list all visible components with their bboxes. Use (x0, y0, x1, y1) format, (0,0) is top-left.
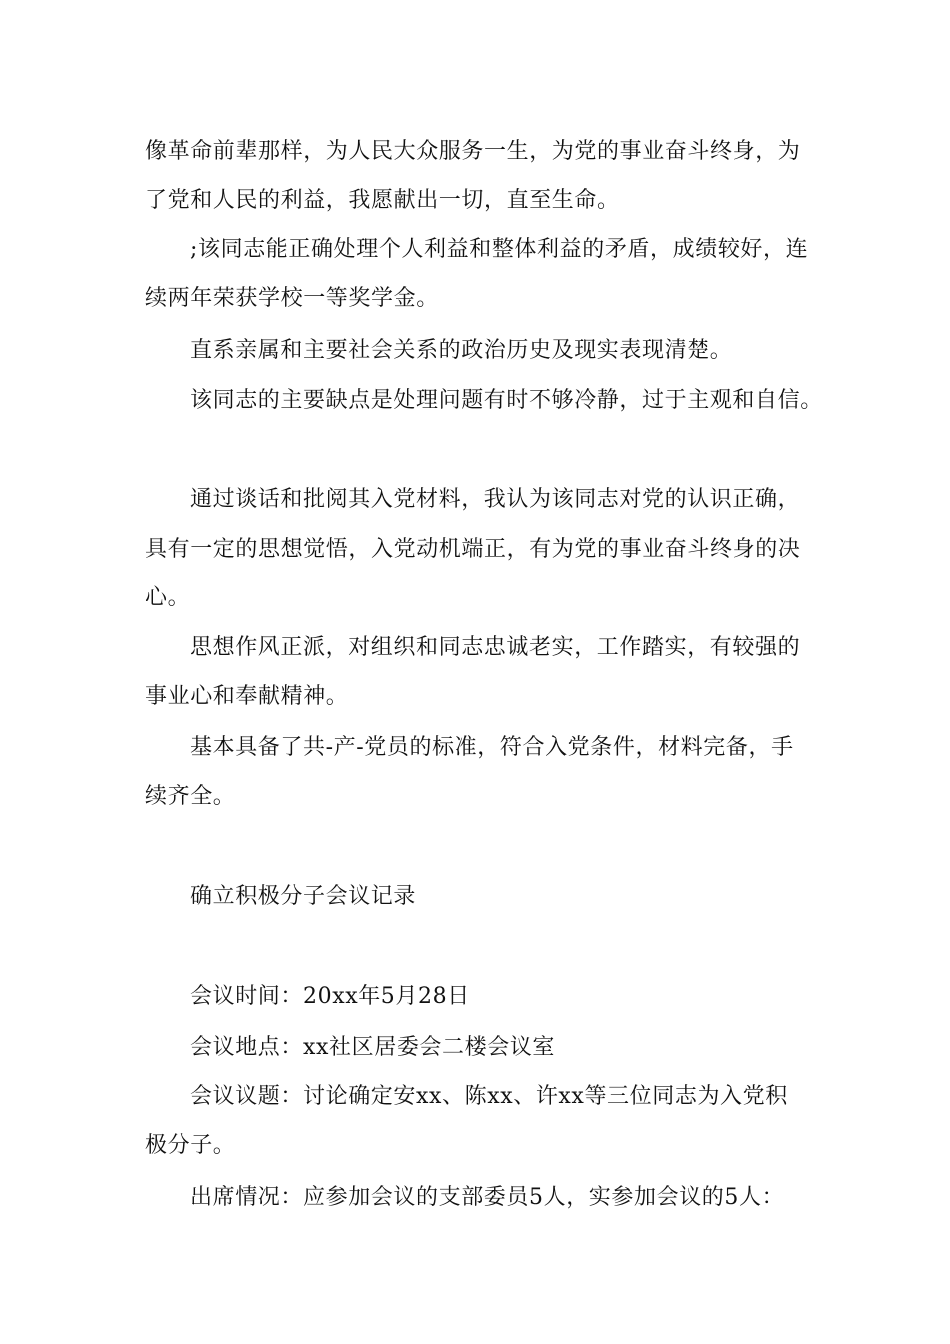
paragraph-line: 心。 (145, 585, 191, 610)
paragraph-line: 具有一定的思想觉悟，入党动机端正，有为党的事业奋斗终身的决 (145, 537, 801, 562)
paragraph-line: ;该同志能正确处理个人利益和整体利益的矛盾，成绩较好，连 (190, 237, 809, 262)
paragraph-line: 思想作风正派，对组织和同志忠诚老实，工作踏实，有较强的 (190, 635, 801, 660)
meeting-topic: 会议议题：讨论确定安xx、陈xx、许xx等三位同志为入党积 (190, 1084, 788, 1109)
paragraph-line: 像革命前辈那样，为人民大众服务一生，为党的事业奋斗终身，为 (145, 139, 801, 164)
paragraph-line: 直系亲属和主要社会关系的政治历史及现实表现清楚。 (190, 338, 733, 363)
paragraph-line: 续齐全。 (145, 784, 236, 809)
paragraph-line: 该同志的主要缺点是处理问题有时不够冷静，过于主观和自信。 (190, 388, 823, 413)
section-heading: 确立积极分子会议记录 (190, 884, 417, 909)
meeting-location: 会议地点：xx社区居委会二楼会议室 (190, 1035, 556, 1060)
paragraph-line: 事业心和奉献精神。 (145, 684, 349, 709)
attendance: 出席情况：应参加会议的支部委员5人，实参加会议的5人： (190, 1185, 785, 1210)
paragraph-line: 基本具备了共-产-党员的标准，符合入党条件，材料完备，手 (190, 735, 794, 760)
paragraph-line: 了党和人民的利益，我愿献出一切，直至生命。 (145, 188, 620, 213)
meeting-time: 会议时间：20xx年5月28日 (190, 984, 470, 1009)
paragraph-line: 极分子。 (145, 1133, 236, 1158)
paragraph-line: 续两年荣获学校一等奖学金。 (145, 286, 439, 311)
paragraph-line: 通过谈话和批阅其入党材料，我认为该同志对党的认识正确， (190, 487, 801, 512)
